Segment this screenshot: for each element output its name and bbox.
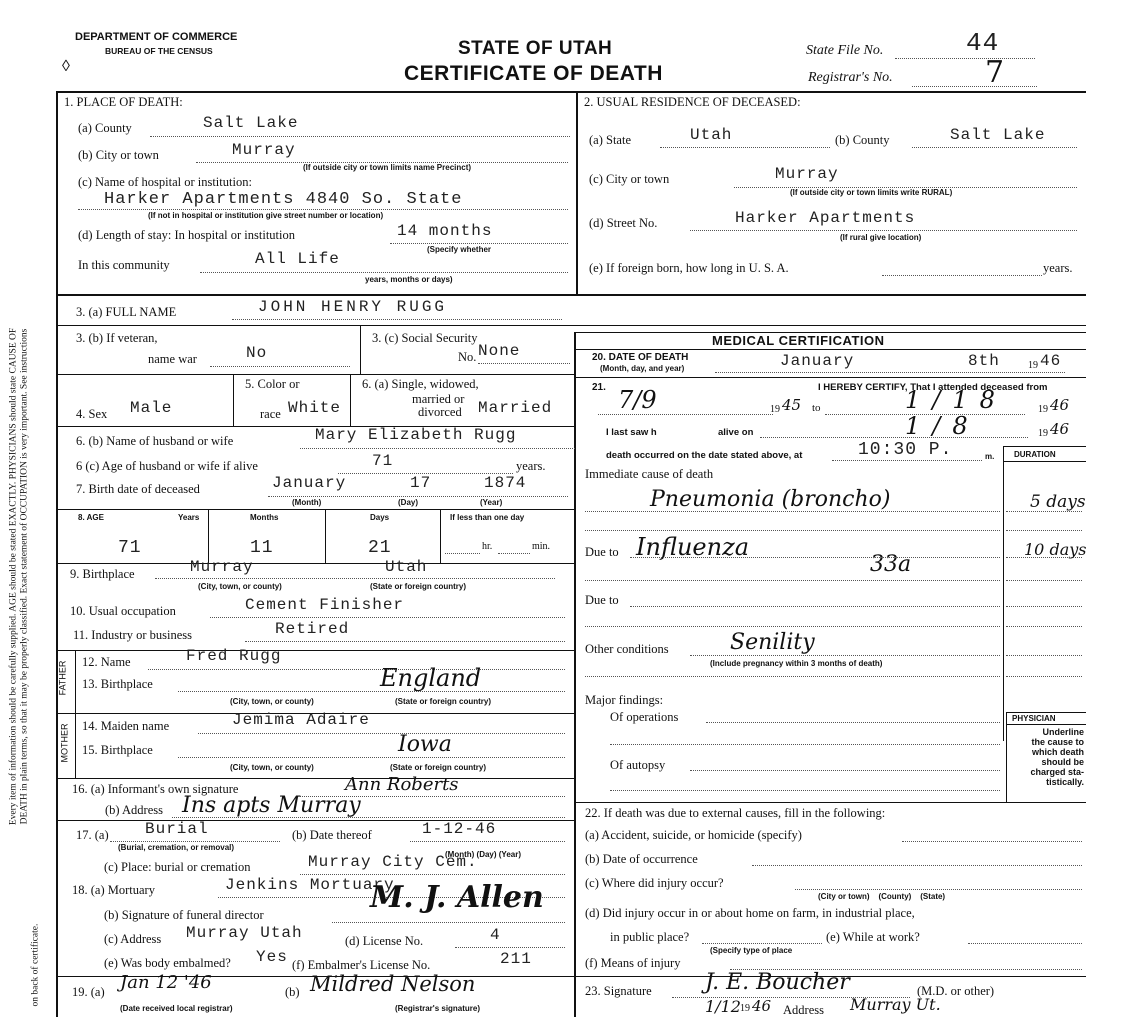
pod-hospital-note: (If not in hospital or institution give street number or location) (148, 211, 384, 220)
res-foreign-suffix: years. (1043, 261, 1073, 275)
state-file-no: 44 (966, 28, 1000, 58)
full-name-label: 3. (a) FULL NAME (76, 305, 177, 319)
spouse-line (300, 448, 575, 449)
external-d2-note: (Specify type of place (710, 946, 793, 955)
received-label: 19. (a) (72, 985, 105, 999)
occupation: Cement Finisher (245, 596, 405, 614)
license-line (455, 947, 565, 948)
pod-county-label: (a) County (78, 121, 132, 135)
medical-heading: MEDICAL CERTIFICATION (712, 333, 885, 348)
middle-divider (576, 91, 578, 296)
age-hr-label: hr. (482, 541, 493, 552)
last-year: 46 (1050, 420, 1070, 438)
full-name-line (232, 319, 562, 320)
pod-city: Murray (232, 141, 296, 159)
age-less-label: If less than one day (450, 513, 525, 522)
pod-hospital-line (78, 209, 568, 210)
ssn-label: 3. (c) Social Security (372, 331, 478, 345)
to-date: 1/18 (905, 386, 1007, 414)
res-county-label: (b) County (835, 133, 890, 147)
immediate-dur-line-2 (1006, 530, 1082, 531)
age-label: 8. AGE (78, 513, 104, 522)
external-b: (b) Date of occurrence (585, 852, 698, 866)
physician-note-line-3: which death (1031, 747, 1084, 757)
mother-name: Jemima Adaire (232, 711, 370, 729)
last-saw-mid: alive on (718, 427, 754, 438)
due-to-dur: 10 days (1024, 540, 1087, 559)
immediate-dur: 5 days (1030, 492, 1086, 512)
time: 10:30 P. (858, 440, 953, 460)
birth-month: January (272, 474, 347, 492)
sex-label: 4. Sex (76, 407, 108, 421)
age-div-1 (208, 509, 209, 563)
burial-label: 17. (a) (76, 828, 109, 842)
external-heading: 22. If death was due to external causes, fill in the following: (585, 806, 886, 820)
autopsy-label: Of autopsy (610, 758, 666, 772)
bottom-address-label: Address (783, 1003, 824, 1017)
informant-address-label: (b) Address (105, 803, 163, 817)
physician-box-top (1006, 712, 1086, 713)
birth-month-note: (Month) (292, 498, 322, 507)
last-saw-line (760, 437, 1028, 438)
father-birth-label: 13. Birthplace (82, 677, 153, 691)
res-county: Salt Lake (950, 126, 1046, 144)
mother-name-line (198, 733, 565, 734)
parents-top (56, 650, 576, 651)
certify-no: 21. (592, 382, 606, 393)
physician-head-bottom (1006, 724, 1086, 725)
left-border (56, 91, 58, 1017)
medical-date-year-prefix: 19 (1028, 360, 1038, 371)
external-a: (a) Accident, suicide, or homicide (specify) (585, 828, 802, 842)
war: No (246, 344, 268, 362)
marital-label-2: married or (412, 392, 465, 406)
age-div-3 (440, 509, 441, 563)
race: White (288, 399, 342, 417)
birth-line (268, 496, 568, 497)
certify-text: I HEREBY CERTIFY, That I attended deceased from (818, 382, 1048, 393)
mother-birth: Iowa (398, 732, 452, 757)
informant-address: Ins apts Murray (182, 793, 361, 818)
mother-birth-line (178, 757, 565, 758)
state-file-label: State File No. (806, 43, 884, 58)
external-d: (d) Did injury occur in or about home on farm, in industrial place, (585, 906, 915, 920)
age-bottom (56, 563, 576, 564)
last-saw-label: I last saw h (606, 427, 657, 438)
findings-label: Major findings: (585, 693, 664, 707)
full-name: JOHN HENRY RUGG (258, 298, 448, 316)
age-years: 71 (118, 538, 142, 558)
age-days-label: Days (370, 513, 390, 522)
res-street-line (690, 230, 1077, 231)
pod-city-label: (b) City or town (78, 148, 159, 162)
res-foreign-line (882, 275, 1042, 276)
immediate-line (585, 511, 1000, 512)
state-file-line (895, 58, 1035, 59)
birthplace-city-note: (City, town, or county) (198, 582, 282, 591)
res-state: Utah (690, 126, 733, 144)
industry-label: 11. Industry or business (73, 628, 192, 642)
medical-date-label: 20. DATE OF DEATH (592, 352, 689, 363)
physician-note-line-2: the cause to (1031, 737, 1084, 747)
industry-line (245, 641, 565, 642)
external-c-note: (City or town) (County) (State) (818, 892, 946, 901)
marital: Married (478, 399, 553, 417)
immediate-line-2 (585, 530, 1000, 531)
father-birth-line (178, 691, 565, 692)
other-line-2 (585, 676, 1000, 677)
certificate-title: CERTIFICATE OF DEATH (404, 62, 663, 85)
sex: Male (130, 399, 173, 417)
due-to-dur-line (1006, 557, 1082, 558)
birthplace-state: Utah (385, 558, 428, 576)
funeral-address-label: (c) Address (104, 932, 162, 946)
date-row-bottom (576, 377, 1086, 378)
pod-hospital-label: (c) Name of hospital or institution: (78, 175, 252, 189)
physician-note-line-4: should be (1041, 757, 1084, 767)
age-div-2 (325, 509, 326, 563)
war-line (210, 366, 350, 367)
age-top (56, 509, 576, 510)
pod-community-label: In this community (78, 258, 170, 272)
res-street-label: (d) Street No. (589, 216, 658, 230)
due-to-2-line (630, 606, 1000, 607)
birth-year: 1874 (484, 474, 527, 492)
external-d2-line (702, 943, 822, 944)
physician-note-line-5: charged sta- (1030, 767, 1084, 777)
physician-note (1008, 727, 1084, 787)
stamp-mark: ◊ (62, 58, 70, 75)
spouse-age: 71 (372, 452, 394, 470)
mother-city-note: (City, town, or county) (230, 763, 314, 772)
res-city-note: (If outside city or town limits write RURAL) (790, 188, 953, 197)
time-suffix: m. (985, 452, 995, 461)
marital-label: 6. (a) Single, widowed, (362, 377, 479, 391)
pod-community-note: years, months or days) (365, 275, 453, 284)
burial-note: (Burial, cremation, or removal) (118, 843, 235, 852)
certify-from: 7/9 (618, 386, 657, 414)
pod-county-line (150, 136, 570, 137)
father-side-label: FATHER (57, 660, 68, 696)
top-border (56, 91, 1086, 93)
veteran-row-bottom (56, 374, 576, 375)
other: Senility (730, 630, 815, 655)
side-instructions-line-2: DEATH in plain terms, so that it may be properly classified. Exact statement of OCCUPATION is very important. See instructions (19, 328, 30, 825)
ssn-line (478, 363, 570, 364)
father-name: Fred Rugg (186, 647, 282, 665)
pod-hospital: Harker Apartments 4840 So. State (104, 190, 463, 209)
received: Jan 12 '46 (120, 972, 212, 993)
dept-label: DEPARTMENT OF COMMERCE (75, 31, 238, 43)
physician-note-line-6: tistically. (1046, 777, 1084, 787)
burial-date-label: (b) Date thereof (292, 828, 372, 842)
medical-date-note: (Month, day, and year) (600, 364, 685, 373)
duration-head-top (1003, 446, 1086, 447)
autopsy-line-2 (610, 790, 1000, 791)
res-city-label: (c) City or town (589, 172, 670, 186)
from-year: 45 (782, 396, 802, 414)
physician-box-left (1006, 712, 1007, 802)
spouse-age-suffix: years. (516, 459, 546, 473)
certify-from-line (598, 414, 773, 415)
other-line (690, 655, 1000, 656)
director-sig: M. J. Allen (370, 880, 544, 915)
external-e: (e) While at work? (826, 930, 920, 944)
md-label: (M.D. or other) (917, 984, 995, 998)
age-years-label: Years (178, 513, 200, 522)
operations-line (706, 722, 1000, 723)
burial-date-note: (Month) (Day) (Year) (445, 850, 521, 859)
color-label: 5. Color or (245, 377, 300, 391)
bottom-date: 1/12 (705, 997, 741, 1016)
war-label: name war (148, 352, 197, 366)
physician-note-line-1: Underline (1042, 727, 1084, 737)
autopsy-line (690, 770, 1000, 771)
side-instructions-line-1: Every item of information should be carefully supplied. AGE should be stated EXACTLY. PHYSICIANS should state CAUSE OF (8, 327, 19, 826)
from-year-prefix: 19 (770, 404, 780, 415)
external-c-line (795, 889, 1082, 890)
other-note: (Include pregnancy within 3 months of death) (710, 659, 883, 668)
mortuary: Jenkins Mortuary (225, 876, 395, 894)
section1-bottom (56, 294, 1086, 296)
veteran-label: 3. (b) If veteran, (76, 331, 158, 345)
registrar-no: 7 (985, 55, 1005, 90)
father-name-label: 12. Name (82, 655, 131, 669)
to-label: to (812, 402, 821, 414)
informant-sig-label: 16. (a) Informant's own signature (72, 782, 239, 796)
license: 4 (490, 926, 501, 944)
director-line (332, 922, 565, 923)
birthplace-label: 9. Birthplace (70, 567, 135, 581)
medical-head-bottom (576, 349, 1086, 350)
immediate-dur-line (1006, 511, 1082, 512)
due-to-2-label: Due to (585, 593, 619, 607)
birth-year-note: (Year) (480, 498, 503, 507)
due-to-label: Due to (585, 545, 619, 559)
marital-label-3: divorced (418, 405, 462, 419)
medical-date-day: 8th (968, 352, 1000, 370)
bottom-year-prefix: 19 (740, 1003, 750, 1014)
burial-date: 1-12-46 (422, 820, 497, 838)
operations-line-2 (610, 744, 1000, 745)
other-dur-line (1006, 655, 1082, 656)
sex-divider (233, 374, 234, 426)
embalmed: Yes (256, 948, 288, 966)
external-d2: in public place? (610, 930, 690, 944)
pod-stay: 14 months (397, 222, 493, 240)
external-b-line (752, 865, 1082, 866)
funeral-address: Murray Utah (186, 924, 303, 942)
duration-divider (1003, 446, 1004, 741)
pod-community-line (200, 272, 568, 273)
duration-head: DURATION (1014, 450, 1056, 459)
occupation-label: 10. Usual occupation (70, 604, 176, 618)
birthplace-line (155, 578, 555, 579)
veteran-divider (360, 326, 361, 374)
res-state-line (660, 147, 830, 148)
due-to-dur-line-2 (1006, 580, 1082, 581)
external-top (576, 802, 1086, 803)
registrar-sig-note: (Registrar's signature) (395, 1004, 481, 1013)
immediate: Pneumonia (broncho) (650, 487, 891, 512)
registrar-sig-label: (b) (285, 985, 300, 999)
external-c: (c) Where did injury occur? (585, 876, 724, 890)
residence-heading: 2. USUAL RESIDENCE OF DECEASED: (584, 95, 801, 109)
duration-head-bottom (1003, 461, 1086, 462)
physician-head: PHYSICIAN (1012, 714, 1056, 723)
birth-label: 7. Birth date of deceased (76, 482, 200, 496)
father-city-note: (City, town, or county) (230, 697, 314, 706)
father-state-note: (State or foreign country) (395, 697, 492, 706)
age-hr-line (445, 553, 480, 554)
side-instructions (9, 127, 42, 1017)
pod-county: Salt Lake (203, 114, 299, 132)
res-city: Murray (775, 165, 839, 183)
birth-day: 17 (410, 474, 432, 492)
to-year: 46 (1050, 396, 1070, 414)
mother-side-label: MOTHER (59, 723, 70, 763)
father-birth: England (380, 664, 482, 692)
res-street: Harker Apartments (735, 209, 916, 227)
burial-top (56, 820, 576, 821)
spouse-age-label: 6 (c) Age of husband or wife if alive (76, 459, 258, 473)
embalmer-label: (f) Embalmer's License No. (292, 958, 431, 972)
burial: Burial (145, 820, 209, 838)
external-a-line (902, 841, 1082, 842)
pod-stay-note: (Specify whether (427, 245, 492, 254)
bureau-label: BUREAU OF THE CENSUS (105, 46, 213, 56)
burial-line (110, 841, 280, 842)
mother-birth-label: 15. Birthplace (82, 743, 153, 757)
pod-stay-line (390, 243, 568, 244)
due-to-line-2 (585, 580, 1000, 581)
state-title: STATE OF UTAH (458, 38, 613, 59)
pod-community: All Life (255, 250, 340, 268)
ssn-no-label: No. (458, 350, 477, 364)
other-label: Other conditions (585, 642, 669, 656)
age-min-label: min. (532, 541, 551, 552)
place-of-death-heading: 1. PLACE OF DEATH: (64, 95, 183, 109)
due-to-2-dur-line (1006, 606, 1082, 607)
signature: J. E. Boucher (705, 970, 850, 995)
res-foreign-label: (e) If foreign born, how long in U. S. A. (589, 261, 789, 275)
medical-date-month: January (780, 352, 855, 370)
age-days: 21 (368, 538, 392, 558)
burial-place-label: (c) Place: burial or cremation (104, 860, 251, 874)
occupation-line (210, 617, 565, 618)
name-row-bottom (56, 325, 1086, 326)
external-f: (f) Means of injury (585, 956, 681, 970)
birth-day-note: (Day) (398, 498, 419, 507)
received-note: (Date received local registrar) (120, 1004, 233, 1013)
registrar-no-label: Registrar's No. (808, 70, 893, 85)
burial-place: Murray City Cem. (308, 853, 478, 871)
last-year-prefix: 19 (1038, 428, 1048, 439)
mother-name-label: 14. Maiden name (82, 719, 170, 733)
due-to-code: 33a (870, 552, 912, 577)
registrar-sig: Mildred Nelson (310, 972, 476, 996)
external-e-line (968, 943, 1082, 944)
due-to-2-dur-line-2 (1006, 626, 1082, 627)
parents-side-divider (75, 650, 76, 778)
embalmer: 211 (500, 950, 532, 968)
other-dur-line-2 (1006, 676, 1082, 677)
res-county-line (912, 147, 1077, 148)
last-saw: 1/8 (905, 412, 980, 440)
signature-label: 23. Signature (585, 984, 652, 998)
pod-stay-label: (d) Length of stay: In hospital or institution (78, 228, 295, 242)
registrar-no-line (912, 86, 1037, 87)
bottom-address: Murray Ut. (850, 995, 941, 1014)
due-to: Influenza (636, 533, 750, 561)
spouse-label: 6. (b) Name of husband or wife (76, 434, 234, 448)
age-months-label: Months (250, 513, 279, 522)
res-state-label: (a) State (589, 133, 631, 147)
parents-bottom (56, 778, 576, 779)
birthplace-city: Murray (190, 558, 254, 576)
occurred-label: death occurred on the date stated above, at (606, 450, 803, 461)
operations-label: Of operations (610, 710, 679, 724)
age-months: 11 (250, 538, 274, 558)
medical-date-line (715, 372, 1065, 373)
race-label: race (260, 407, 281, 421)
due-to-line (630, 557, 1000, 558)
pod-city-note: (If outside city or town limits name Precinct) (303, 163, 472, 172)
res-street-note: (If rural give location) (840, 233, 922, 242)
middle-divider-2 (574, 332, 576, 1017)
mother-state-note: (State or foreign country) (390, 763, 487, 772)
spouse: Mary Elizabeth Rugg (315, 426, 517, 444)
to-year-prefix: 19 (1038, 404, 1048, 415)
time-line (832, 460, 982, 461)
industry: Retired (275, 620, 350, 638)
bottom-year: 46 (752, 997, 772, 1015)
license-label: (d) License No. (345, 934, 424, 948)
color-divider (350, 374, 351, 426)
birthplace-state-note: (State or foreign country) (370, 582, 467, 591)
age-min-line (498, 553, 530, 554)
director-label: (b) Signature of funeral director (104, 908, 264, 922)
mortuary-label: 18. (a) Mortuary (72, 883, 155, 897)
immediate-label: Immediate cause of death (585, 467, 714, 481)
burial-place-line (300, 874, 565, 875)
side-instructions-line-3: on back of certificate. (30, 923, 41, 1007)
ssn: None (478, 342, 521, 360)
informant-sig: Ann Roberts (345, 774, 459, 795)
father-name-line (148, 669, 565, 670)
burial-date-line (410, 841, 565, 842)
medical-date-year: 46 (1040, 352, 1062, 370)
due-to-2-line-2 (585, 626, 1000, 627)
embalmed-label: (e) Was body embalmed? (104, 956, 231, 970)
